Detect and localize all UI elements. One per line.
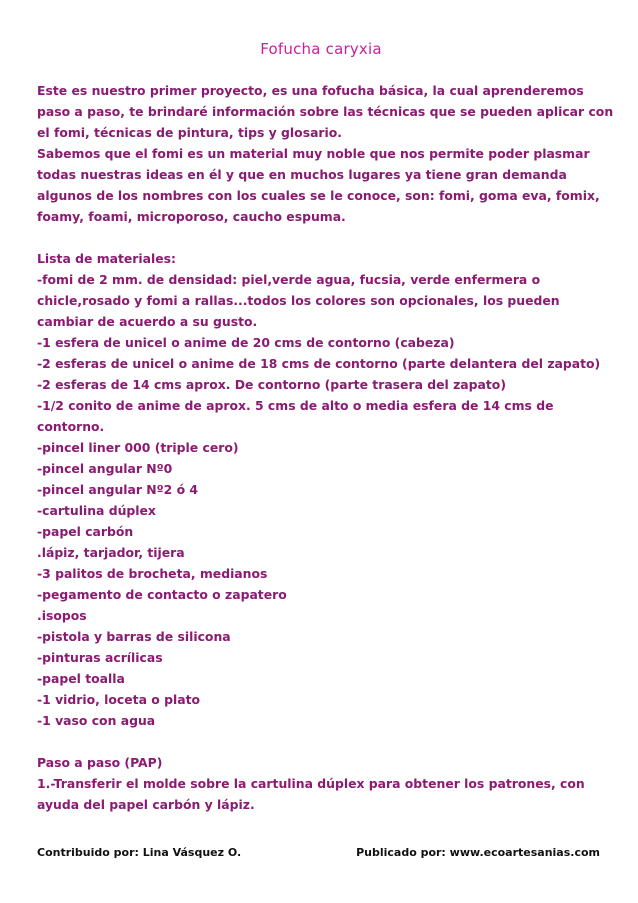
material-item: -2 esferas de unicel o anime de 18 cms de contorno (parte delantera del zapato) (37, 356, 601, 371)
material-item: -papel carbón (37, 524, 134, 539)
intro-paragraph: Este es nuestro primer proyecto, es una fofucha básica, la cual aprenderemos paso a paso, te brindaré información sobre las técnicas que se pueden aplicar con el fomi, técnicas de pintura, tips y glosario. (37, 83, 614, 140)
material-item: -pegamento de contacto o zapatero (37, 587, 287, 602)
material-item: -pincel liner 000 (triple cero) (37, 440, 239, 455)
material-item: -1 esfera de unicel o anime de 20 cms de contorno (cabeza) (37, 335, 455, 350)
material-item: .isopos (37, 608, 87, 623)
steps-heading: Paso a paso (PAP) (37, 755, 163, 770)
material-item: -papel toalla (37, 671, 125, 686)
material-item: -1 vidrio, loceta o plato (37, 692, 201, 707)
material-item: -fomi de 2 mm. de densidad: piel,verde agua, fucsia, verde enfermera o chicle,rosado y fomi a rallas...todos los colores son opcionales, los pueden cambiar de acuerdo a su gusto. (37, 272, 560, 329)
materials-heading: Lista de materiales: (37, 251, 177, 266)
material-item: -pinturas acrílicas (37, 650, 163, 665)
material-item: -3 palitos de brocheta, medianos (37, 566, 268, 581)
material-item: -1 vaso con agua (37, 713, 156, 728)
paragraph-spacer (37, 227, 617, 248)
material-item: -pistola y barras de silicona (37, 629, 231, 644)
step-item: 1.-Transferir el molde sobre la cartulina dúplex para obtener los patrones, con ayuda del papel carbón y lápiz. (37, 776, 585, 812)
material-item: -2 esferas de 14 cms aprox. De contorno (parte trasera del zapato) (37, 377, 506, 392)
material-item: .lápiz, tarjador, tijera (37, 545, 185, 560)
document-body (37, 80, 617, 815)
material-item: -1/2 conito de anime de aprox. 5 cms de alto o media esfera de 14 cms de contorno. (37, 398, 554, 434)
material-item: -pincel angular Nº2 ó 4 (37, 482, 199, 497)
contributed-by: Contribuido por: Lina Vásquez O. (37, 846, 242, 859)
paragraph-spacer (37, 731, 617, 752)
material-item: -cartulina dúplex (37, 503, 156, 518)
material-item: -pincel angular Nº0 (37, 461, 173, 476)
document-title: Fofucha caryxia (260, 40, 382, 58)
published-by: Publicado por: www.ecoartesanias.com (356, 846, 600, 859)
intro-paragraph: Sabemos que el fomi es un material muy noble que nos permite poder plasmar todas nuestras ideas en él y que en muchos lugares ya tiene gran demanda algunos de los nombres con los cuales se le conoce, son: fomi, goma eva, fomix, foamy, foami, microporoso, caucho espuma. (37, 146, 600, 224)
